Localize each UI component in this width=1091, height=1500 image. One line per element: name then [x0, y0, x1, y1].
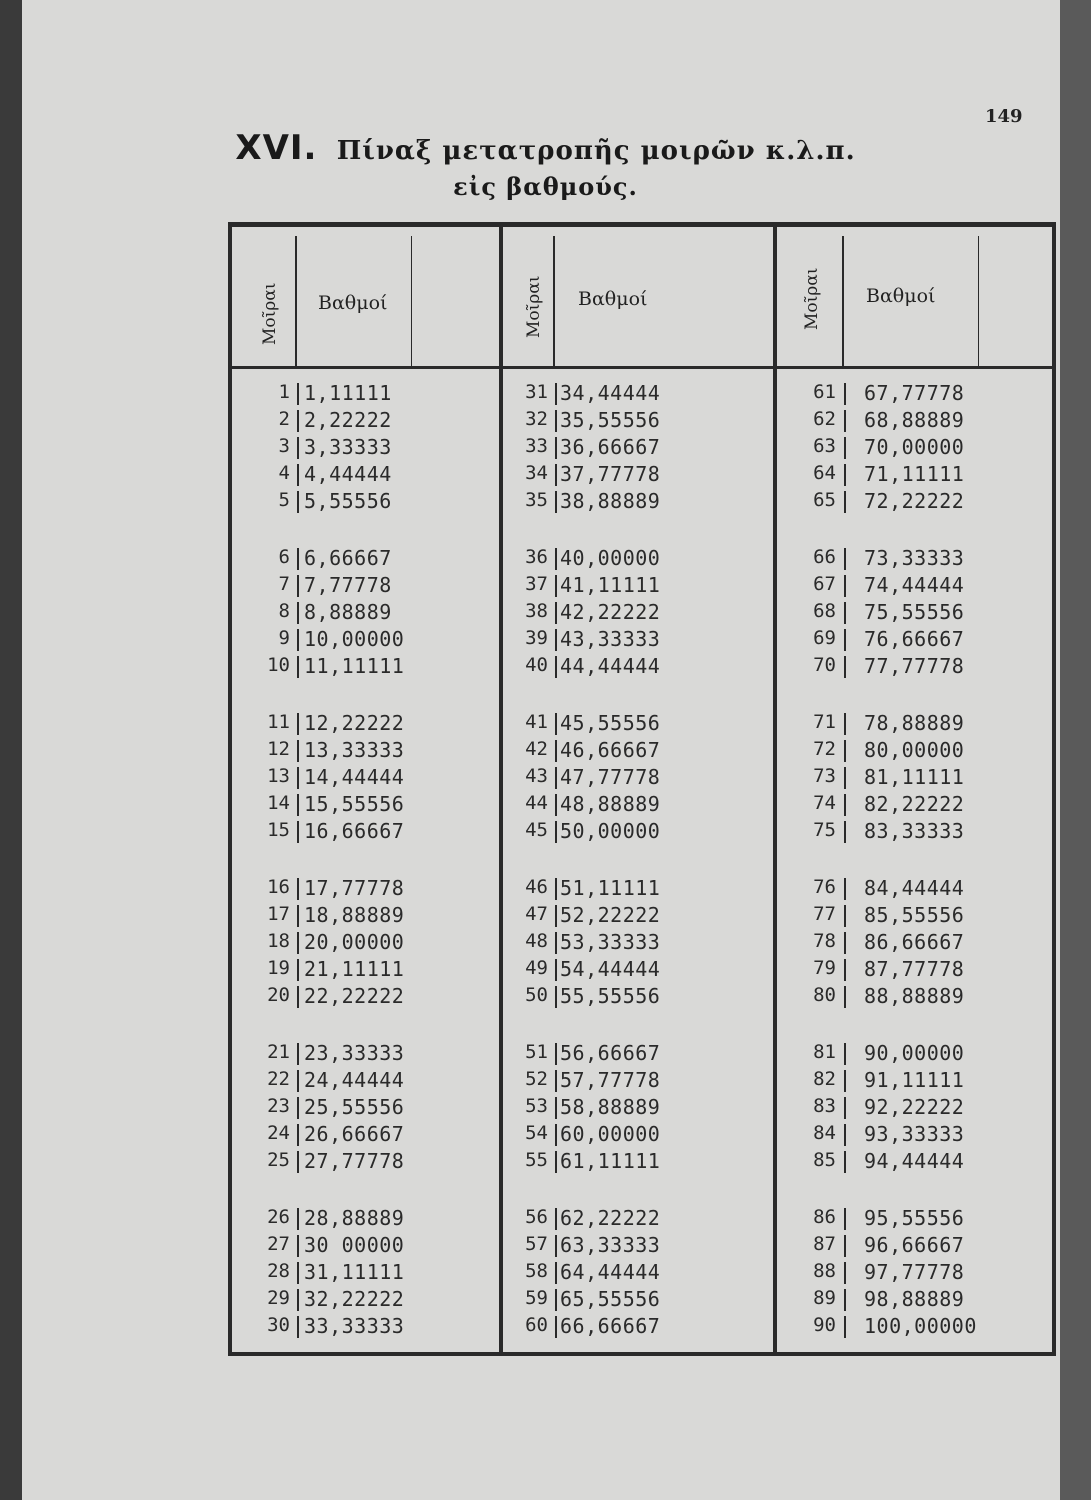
row-separator-tick — [297, 464, 299, 486]
degree-value: 30 — [267, 1314, 290, 1336]
degree-value: 65 — [813, 489, 836, 511]
degree-value: 59 — [525, 1287, 548, 1309]
grade-value: 45,55556 — [560, 711, 661, 735]
degree-value: 90 — [813, 1314, 836, 1336]
page-edge — [1060, 0, 1091, 1500]
degree-value: 23 — [267, 1095, 290, 1117]
header-grades-2: Βαθμοί — [578, 288, 648, 310]
row-separator-tick — [555, 767, 557, 789]
row-separator-tick — [844, 1097, 846, 1119]
degree-value: 9 — [278, 627, 290, 649]
grade-value: 41,11111 — [560, 573, 661, 597]
degree-value: 60 — [525, 1314, 548, 1336]
grade-value: 38,88889 — [560, 489, 661, 513]
row-separator-tick — [297, 602, 299, 624]
grade-value: 25,55556 — [304, 1095, 405, 1119]
row-separator-tick — [297, 1124, 299, 1146]
degree-value: 84 — [813, 1122, 836, 1144]
degree-value: 24 — [267, 1122, 290, 1144]
grade-value: 75,55556 — [864, 600, 965, 624]
row-separator-tick — [555, 986, 557, 1008]
degree-value: 61 — [813, 381, 836, 403]
row-separator-tick — [555, 740, 557, 762]
row-separator-tick — [297, 767, 299, 789]
row-separator-tick — [555, 1289, 557, 1311]
degree-value: 75 — [813, 819, 836, 841]
row-separator-tick — [297, 491, 299, 513]
row-separator-tick — [844, 1316, 846, 1338]
grade-value: 61,11111 — [560, 1149, 661, 1173]
row-separator-tick — [844, 1262, 846, 1284]
row-separator-tick — [844, 1289, 846, 1311]
col-divider-5 — [978, 236, 979, 366]
row-separator-tick — [555, 821, 557, 843]
degree-value: 62 — [813, 408, 836, 430]
grade-value: 16,66667 — [304, 819, 405, 843]
grade-value: 24,44444 — [304, 1068, 405, 1092]
row-separator-tick — [297, 548, 299, 570]
grade-value: 96,66667 — [864, 1233, 965, 1257]
row-separator-tick — [297, 1235, 299, 1257]
row-separator-tick — [555, 878, 557, 900]
degree-value: 49 — [525, 957, 548, 979]
degree-value: 17 — [267, 903, 290, 925]
row-separator-tick — [844, 629, 846, 651]
grade-value: 81,11111 — [864, 765, 965, 789]
grade-value: 17,77778 — [304, 876, 405, 900]
degree-value: 76 — [813, 876, 836, 898]
row-separator-tick — [297, 383, 299, 405]
row-separator-tick — [555, 383, 557, 405]
grade-value: 5,55556 — [304, 489, 392, 513]
row-separator-tick — [297, 575, 299, 597]
row-separator-tick — [297, 1070, 299, 1092]
row-separator-tick — [844, 1235, 846, 1257]
degree-value: 87 — [813, 1233, 836, 1255]
degree-value: 45 — [525, 819, 548, 841]
grade-value: 51,11111 — [560, 876, 661, 900]
row-separator-tick — [297, 794, 299, 816]
page-number: 149 — [985, 106, 1023, 127]
degree-value: 43 — [525, 765, 548, 787]
row-separator-tick — [555, 1262, 557, 1284]
grade-value: 87,77778 — [864, 957, 965, 981]
degree-value: 32 — [525, 408, 548, 430]
degree-value: 4 — [278, 462, 290, 484]
grade-value: 55,55556 — [560, 984, 661, 1008]
grade-value: 88,88889 — [864, 984, 965, 1008]
row-separator-tick — [297, 905, 299, 927]
row-separator-tick — [297, 1097, 299, 1119]
row-separator-tick — [555, 1097, 557, 1119]
degree-value: 35 — [525, 489, 548, 511]
grade-value: 23,33333 — [304, 1041, 405, 1065]
header-degrees-3: Μοῖραι — [802, 267, 822, 330]
grade-value: 7,77778 — [304, 573, 392, 597]
row-separator-tick — [555, 602, 557, 624]
row-separator-tick — [844, 878, 846, 900]
col-divider-3 — [842, 236, 844, 366]
grade-value: 36,66667 — [560, 435, 661, 459]
degree-value: 64 — [813, 462, 836, 484]
degree-value: 58 — [525, 1260, 548, 1282]
degree-value: 63 — [813, 435, 836, 457]
row-separator-tick — [297, 986, 299, 1008]
grade-value: 72,22222 — [864, 489, 965, 513]
grade-value: 35,55556 — [560, 408, 661, 432]
grade-value: 77,77778 — [864, 654, 965, 678]
grade-value: 48,88889 — [560, 792, 661, 816]
row-separator-tick — [844, 383, 846, 405]
row-separator-tick — [555, 656, 557, 678]
degree-value: 68 — [813, 600, 836, 622]
degree-value: 6 — [278, 546, 290, 568]
grade-value: 76,66667 — [864, 627, 965, 651]
degree-value: 40 — [525, 654, 548, 676]
degree-value: 33 — [525, 435, 548, 457]
degree-value: 70 — [813, 654, 836, 676]
row-separator-tick — [555, 1208, 557, 1230]
row-separator-tick — [844, 986, 846, 1008]
row-separator-tick — [297, 740, 299, 762]
grade-value: 32,22222 — [304, 1287, 405, 1311]
degree-value: 27 — [267, 1233, 290, 1255]
grade-value: 95,55556 — [864, 1206, 965, 1230]
grade-value: 1,11111 — [304, 381, 392, 405]
grade-value: 65,55556 — [560, 1287, 661, 1311]
row-separator-tick — [555, 1151, 557, 1173]
degree-value: 21 — [267, 1041, 290, 1063]
degree-value: 16 — [267, 876, 290, 898]
grade-value: 18,88889 — [304, 903, 405, 927]
degree-value: 1 — [278, 381, 290, 403]
degree-value: 11 — [267, 711, 290, 733]
row-separator-tick — [844, 767, 846, 789]
grade-value: 100,00000 — [864, 1314, 977, 1338]
header-grades-1: Βαθμοί — [318, 292, 388, 314]
grade-value: 8,88889 — [304, 600, 392, 624]
grade-value: 82,22222 — [864, 792, 965, 816]
degree-value: 28 — [267, 1260, 290, 1282]
grade-value: 33,33333 — [304, 1314, 405, 1338]
degree-value: 18 — [267, 930, 290, 952]
grade-value: 92,22222 — [864, 1095, 965, 1119]
grade-value: 10,00000 — [304, 627, 405, 651]
grade-value: 57,77778 — [560, 1068, 661, 1092]
row-separator-tick — [844, 794, 846, 816]
col-divider-4 — [411, 236, 412, 366]
row-separator-tick — [555, 1043, 557, 1065]
degree-value: 83 — [813, 1095, 836, 1117]
row-separator-tick — [555, 575, 557, 597]
group-divider-2 — [773, 227, 777, 1352]
degree-value: 3 — [278, 435, 290, 457]
degree-value: 25 — [267, 1149, 290, 1171]
row-separator-tick — [555, 713, 557, 735]
degree-value: 88 — [813, 1260, 836, 1282]
grade-value: 80,00000 — [864, 738, 965, 762]
grade-value: 44,44444 — [560, 654, 661, 678]
degree-value: 56 — [525, 1206, 548, 1228]
grade-value: 31,11111 — [304, 1260, 405, 1284]
row-separator-tick — [297, 713, 299, 735]
row-separator-tick — [297, 1043, 299, 1065]
row-separator-tick — [297, 821, 299, 843]
degree-value: 31 — [525, 381, 548, 403]
degree-value: 81 — [813, 1041, 836, 1063]
grade-value: 22,22222 — [304, 984, 405, 1008]
grade-value: 78,88889 — [864, 711, 965, 735]
row-separator-tick — [844, 491, 846, 513]
row-separator-tick — [297, 1262, 299, 1284]
row-separator-tick — [297, 1289, 299, 1311]
degree-value: 12 — [267, 738, 290, 760]
row-separator-tick — [844, 602, 846, 624]
degree-value: 5 — [278, 489, 290, 511]
grade-value: 63,33333 — [560, 1233, 661, 1257]
row-separator-tick — [844, 1208, 846, 1230]
grade-value: 66,66667 — [560, 1314, 661, 1338]
row-separator-tick — [555, 1316, 557, 1338]
row-separator-tick — [555, 794, 557, 816]
grade-value: 6,66667 — [304, 546, 392, 570]
grade-value: 64,44444 — [560, 1260, 661, 1284]
table-title: Πίναξ μετατροπῆς μοιρῶν κ.λ.π. — [336, 136, 856, 166]
row-separator-tick — [844, 656, 846, 678]
row-separator-tick — [844, 575, 846, 597]
row-separator-tick — [555, 959, 557, 981]
degree-value: 48 — [525, 930, 548, 952]
degree-value: 66 — [813, 546, 836, 568]
row-separator-tick — [555, 410, 557, 432]
table-subtitle: εἰς βαθμούς. — [453, 172, 638, 201]
grade-value: 56,66667 — [560, 1041, 661, 1065]
grade-value: 54,44444 — [560, 957, 661, 981]
grade-value: 11,11111 — [304, 654, 405, 678]
grade-value: 2,22222 — [304, 408, 392, 432]
grade-value: 73,33333 — [864, 546, 965, 570]
degree-value: 86 — [813, 1206, 836, 1228]
row-separator-tick — [844, 1043, 846, 1065]
row-separator-tick — [844, 740, 846, 762]
row-separator-tick — [844, 548, 846, 570]
degree-value: 47 — [525, 903, 548, 925]
grade-value: 15,55556 — [304, 792, 405, 816]
degree-value: 80 — [813, 984, 836, 1006]
col-divider-1 — [295, 236, 297, 366]
degree-value: 39 — [525, 627, 548, 649]
grade-value: 71,11111 — [864, 462, 965, 486]
degree-value: 79 — [813, 957, 836, 979]
grade-value: 83,33333 — [864, 819, 965, 843]
row-separator-tick — [555, 905, 557, 927]
degree-value: 67 — [813, 573, 836, 595]
degree-value: 52 — [525, 1068, 548, 1090]
row-separator-tick — [844, 1070, 846, 1092]
grade-value: 42,22222 — [560, 600, 661, 624]
degree-value: 15 — [267, 819, 290, 841]
row-separator-tick — [844, 821, 846, 843]
grade-value: 52,22222 — [560, 903, 661, 927]
grade-value: 85,55556 — [864, 903, 965, 927]
grade-value: 90,00000 — [864, 1041, 965, 1065]
degree-value: 14 — [267, 792, 290, 814]
grade-value: 20,00000 — [304, 930, 405, 954]
row-separator-tick — [555, 1124, 557, 1146]
grade-value: 40,00000 — [560, 546, 661, 570]
page-title — [0, 128, 1091, 168]
degree-value: 20 — [267, 984, 290, 1006]
degree-value: 89 — [813, 1287, 836, 1309]
degree-value: 82 — [813, 1068, 836, 1090]
degree-value: 38 — [525, 600, 548, 622]
table-numeral: XVI. — [235, 128, 318, 168]
grade-value: 13,33333 — [304, 738, 405, 762]
grade-value: 91,11111 — [864, 1068, 965, 1092]
grade-value: 97,77778 — [864, 1260, 965, 1284]
row-separator-tick — [555, 437, 557, 459]
degree-value: 8 — [278, 600, 290, 622]
header-grades-3: Βαθμοί — [866, 285, 936, 307]
degree-value: 57 — [525, 1233, 548, 1255]
header-separator — [232, 366, 1052, 369]
grade-value: 47,77778 — [560, 765, 661, 789]
grade-value: 62,22222 — [560, 1206, 661, 1230]
row-separator-tick — [555, 548, 557, 570]
grade-value: 14,44444 — [304, 765, 405, 789]
row-separator-tick — [844, 1151, 846, 1173]
degree-value: 42 — [525, 738, 548, 760]
degree-value: 19 — [267, 957, 290, 979]
degree-value: 2 — [278, 408, 290, 430]
row-separator-tick — [844, 410, 846, 432]
grade-value: 74,44444 — [864, 573, 965, 597]
header-degrees-2: Μοῖραι — [524, 275, 544, 338]
row-separator-tick — [555, 932, 557, 954]
header-degrees-1: Μοῖραι — [260, 282, 280, 345]
degree-value: 71 — [813, 711, 836, 733]
row-separator-tick — [844, 1124, 846, 1146]
row-separator-tick — [555, 464, 557, 486]
degree-value: 74 — [813, 792, 836, 814]
degree-value: 51 — [525, 1041, 548, 1063]
row-separator-tick — [297, 959, 299, 981]
degree-value: 50 — [525, 984, 548, 1006]
degree-value: 26 — [267, 1206, 290, 1228]
grade-value: 68,88889 — [864, 408, 965, 432]
row-separator-tick — [555, 1235, 557, 1257]
row-separator-tick — [555, 491, 557, 513]
row-separator-tick — [297, 437, 299, 459]
row-separator-tick — [555, 1070, 557, 1092]
row-separator-tick — [844, 713, 846, 735]
grade-value: 53,33333 — [560, 930, 661, 954]
degree-value: 41 — [525, 711, 548, 733]
degree-value: 55 — [525, 1149, 548, 1171]
grade-value: 58,88889 — [560, 1095, 661, 1119]
grade-value: 93,33333 — [864, 1122, 965, 1146]
grade-value: 30 00000 — [304, 1233, 405, 1257]
row-separator-tick — [844, 464, 846, 486]
row-separator-tick — [297, 1316, 299, 1338]
grade-value: 98,88889 — [864, 1287, 965, 1311]
grade-value: 3,33333 — [304, 435, 392, 459]
grade-value: 67,77778 — [864, 381, 965, 405]
degree-value: 13 — [267, 765, 290, 787]
degree-value: 22 — [267, 1068, 290, 1090]
grade-value: 94,44444 — [864, 1149, 965, 1173]
row-separator-tick — [297, 878, 299, 900]
degree-value: 72 — [813, 738, 836, 760]
row-separator-tick — [844, 905, 846, 927]
degree-value: 73 — [813, 765, 836, 787]
grade-value: 86,66667 — [864, 930, 965, 954]
degree-value: 69 — [813, 627, 836, 649]
grade-value: 37,77778 — [560, 462, 661, 486]
grade-value: 70,00000 — [864, 435, 965, 459]
degree-value: 29 — [267, 1287, 290, 1309]
row-separator-tick — [297, 1151, 299, 1173]
row-separator-tick — [844, 959, 846, 981]
degree-value: 53 — [525, 1095, 548, 1117]
grade-value: 27,77778 — [304, 1149, 405, 1173]
degree-value: 7 — [278, 573, 290, 595]
col-divider-2 — [553, 236, 555, 366]
row-separator-tick — [844, 437, 846, 459]
grade-value: 26,66667 — [304, 1122, 405, 1146]
grade-value: 46,66667 — [560, 738, 661, 762]
degree-value: 85 — [813, 1149, 836, 1171]
row-separator-tick — [297, 1208, 299, 1230]
row-separator-tick — [297, 656, 299, 678]
degree-value: 36 — [525, 546, 548, 568]
row-separator-tick — [297, 629, 299, 651]
grade-value: 28,88889 — [304, 1206, 405, 1230]
grade-value: 12,22222 — [304, 711, 405, 735]
grade-value: 43,33333 — [560, 627, 661, 651]
grade-value: 34,44444 — [560, 381, 661, 405]
grade-value: 84,44444 — [864, 876, 965, 900]
grade-value: 21,11111 — [304, 957, 405, 981]
degree-value: 78 — [813, 930, 836, 952]
grade-value: 60,00000 — [560, 1122, 661, 1146]
row-separator-tick — [555, 629, 557, 651]
degree-value: 54 — [525, 1122, 548, 1144]
degree-value: 77 — [813, 903, 836, 925]
degree-value: 46 — [525, 876, 548, 898]
degree-value: 37 — [525, 573, 548, 595]
degree-value: 44 — [525, 792, 548, 814]
row-separator-tick — [297, 410, 299, 432]
degree-value: 10 — [267, 654, 290, 676]
group-divider-1 — [499, 227, 503, 1352]
degree-value: 34 — [525, 462, 548, 484]
row-separator-tick — [297, 932, 299, 954]
grade-value: 4,44444 — [304, 462, 392, 486]
grade-value: 50,00000 — [560, 819, 661, 843]
row-separator-tick — [844, 932, 846, 954]
